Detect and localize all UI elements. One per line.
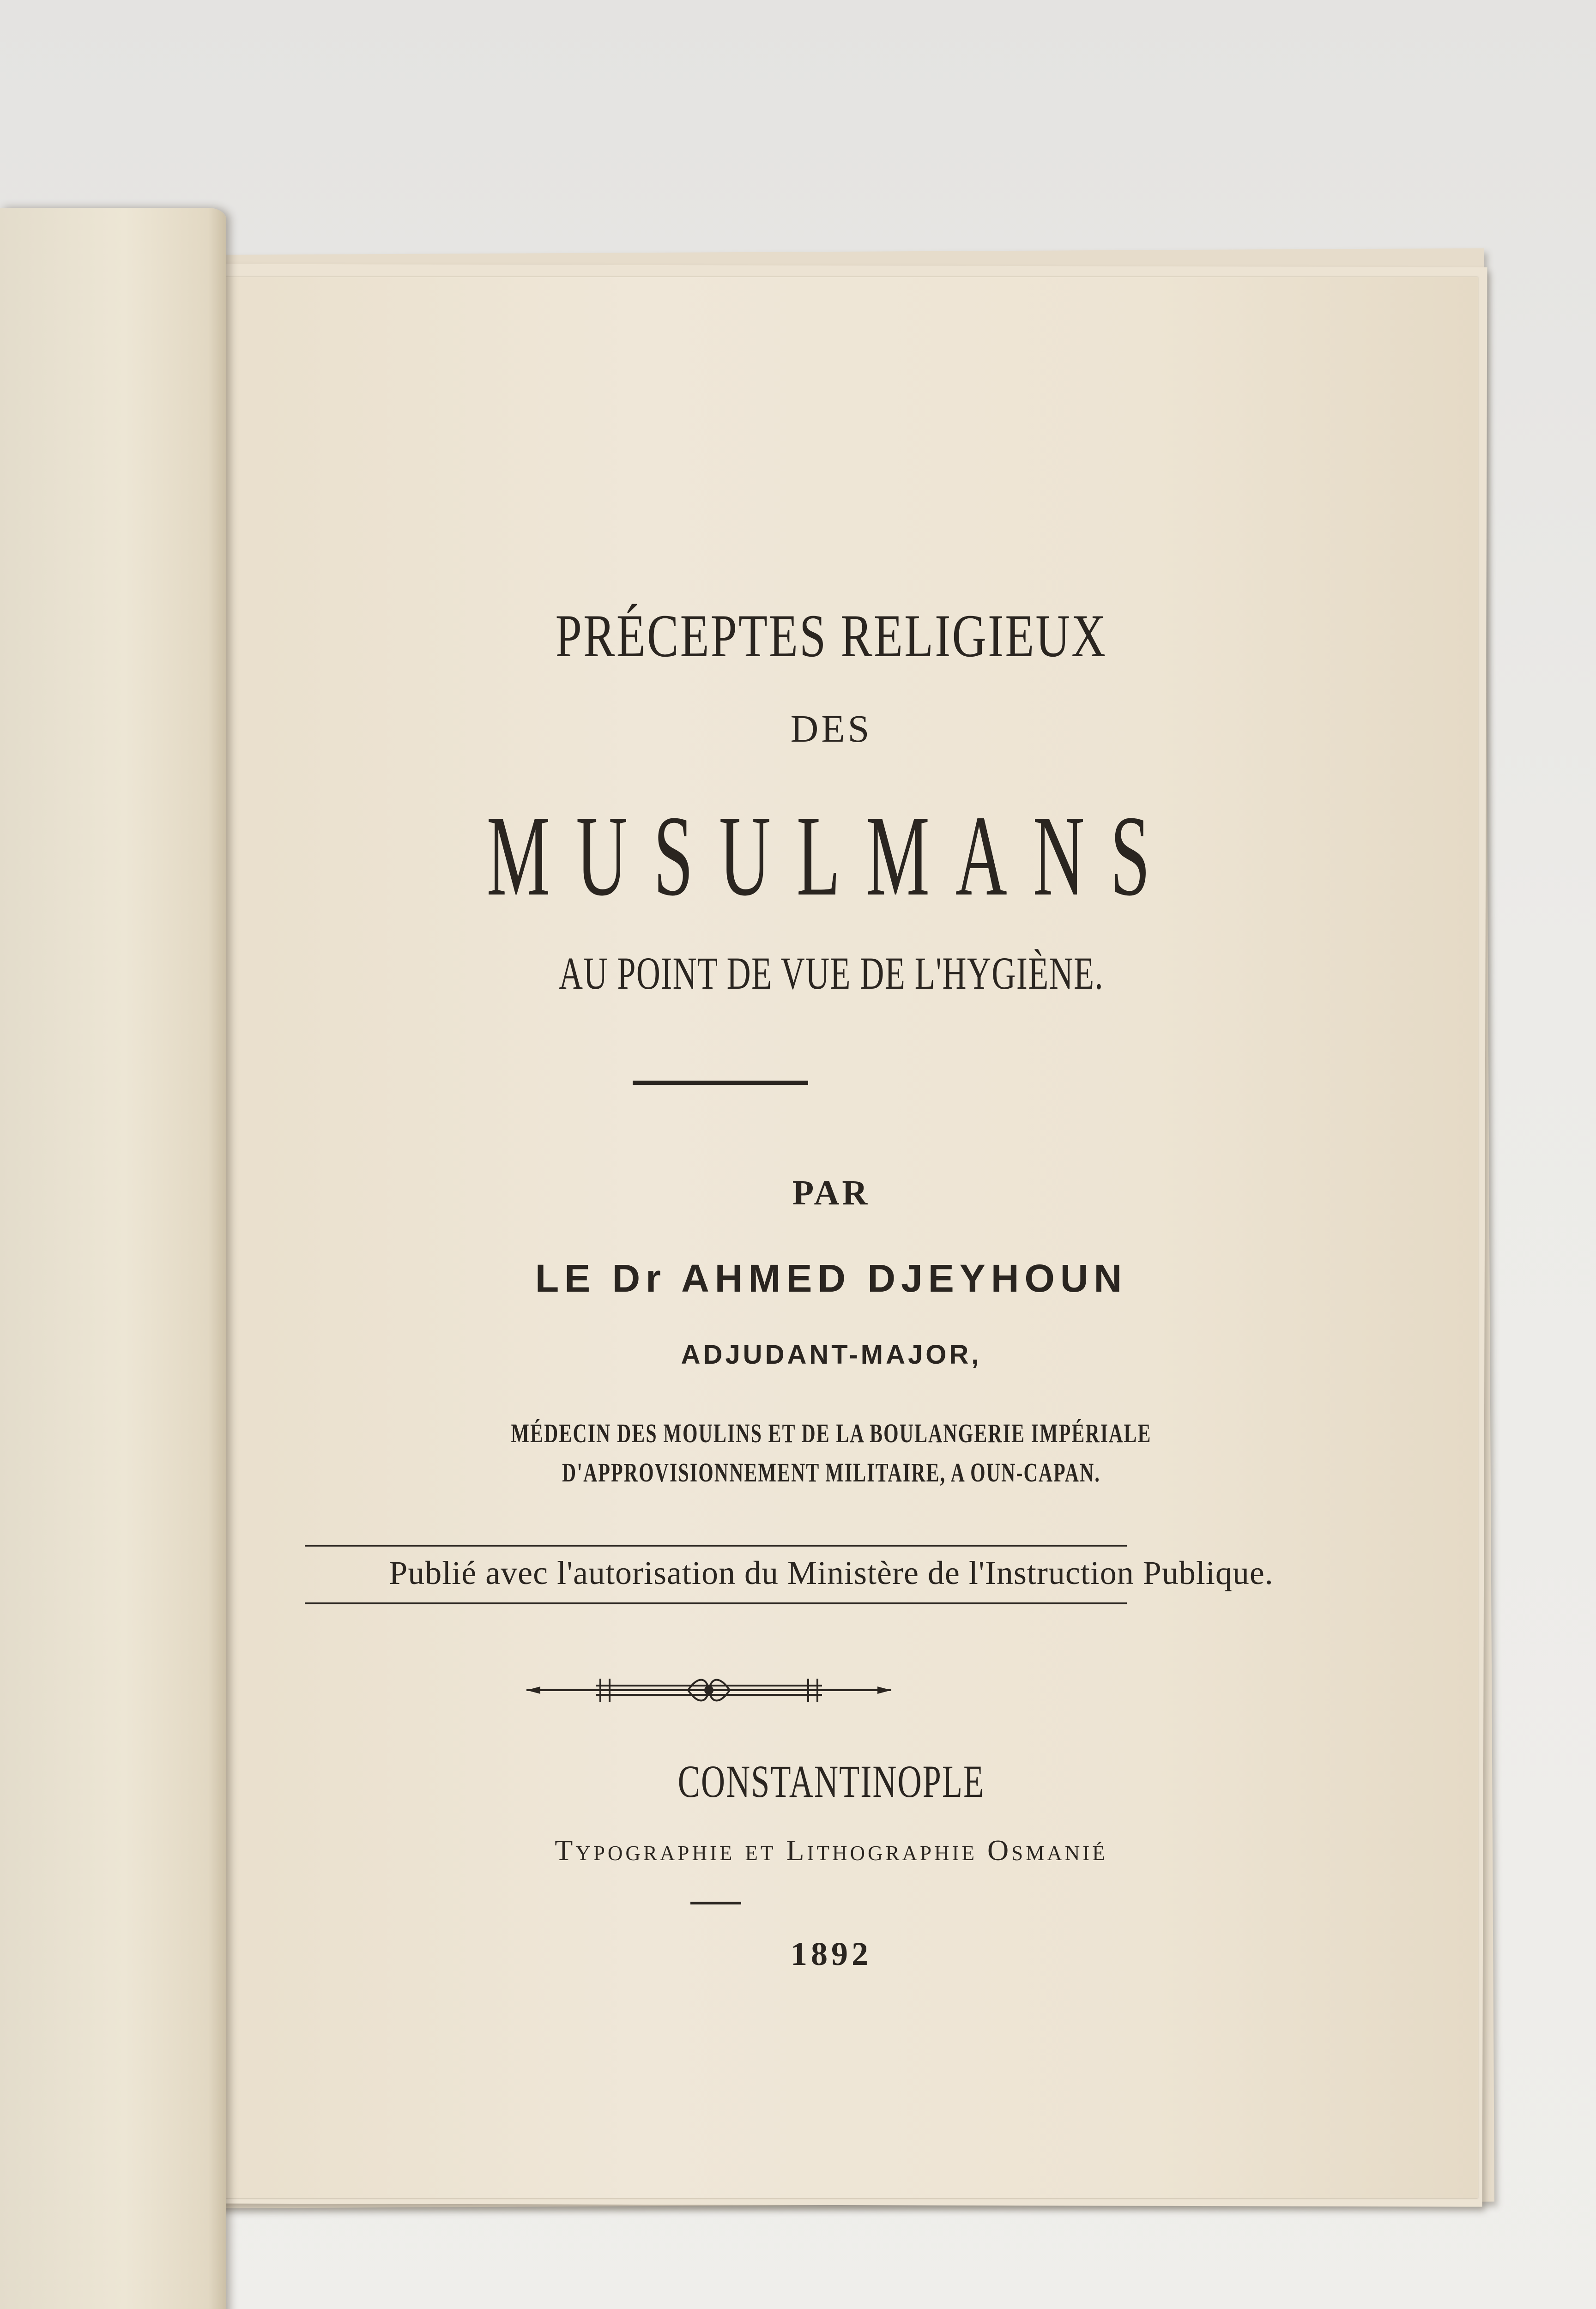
printer-ornament-icon bbox=[522, 1672, 896, 1709]
author-rank: ADJUDANT-MAJOR, bbox=[681, 1340, 982, 1370]
publication-year: 1892 bbox=[791, 1935, 872, 1972]
author-name: LE Dr AHMED DJEYHOUN bbox=[535, 1257, 1128, 1300]
by-label: PAR bbox=[792, 1173, 871, 1212]
title-main: MUSULMANS bbox=[486, 792, 1176, 920]
authorisation-rule-bottom bbox=[305, 1602, 1127, 1604]
publication-city: CONSTANTINOPLE bbox=[677, 1756, 985, 1807]
subtitle: AU POINT DE VUE DE L'HYGIÈNE. bbox=[559, 948, 1104, 999]
title-page bbox=[185, 277, 1478, 2198]
title-line-1: PRÉCEPTES RELIGIEUX bbox=[555, 602, 1107, 670]
title-divider bbox=[633, 1081, 808, 1085]
author-role-line-1: MÉDECIN DES MOULINS ET DE LA BOULANGERIE IMPÉRIALE bbox=[511, 1418, 1152, 1448]
title-line-2: DES bbox=[790, 707, 872, 750]
authorisation-note: Publié avec l'autorisation du Ministère de l'Instruction Publique. bbox=[389, 1554, 1274, 1591]
front-cover-leaf bbox=[0, 208, 226, 2309]
year-divider bbox=[690, 1902, 741, 1904]
authorisation-rule-top bbox=[305, 1545, 1127, 1547]
author-role-line-2: D'APPROVISIONNEMENT MILITAIRE, A OUN-CAPAN. bbox=[562, 1457, 1100, 1487]
printer-name: Typographie et Lithographie Osmanié bbox=[555, 1834, 1108, 1867]
